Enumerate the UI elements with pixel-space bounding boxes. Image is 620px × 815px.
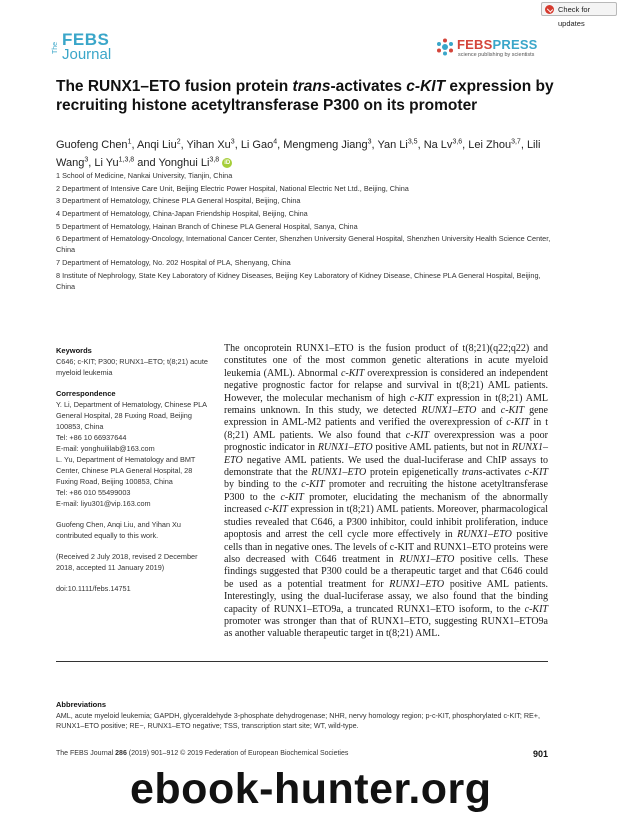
- footer-volume: 286: [115, 750, 127, 757]
- press-press-text: PRESS: [492, 37, 538, 52]
- press-name: [457, 37, 538, 52]
- abbreviations-heading: Abbreviations: [56, 700, 107, 709]
- section-divider: [56, 661, 548, 662]
- abstract-text: The oncoprotein RUNX1–ETO is the fusion product of t(8;21)(q22;q22) and constitutes one of the most common genetic alterations in acute myeloid leukemia (AML). Abnormal c-KIT overexpression is considered an independent negative prognostic factor for relapse and survival in t(8;21) AML patients. However, the molecular mechanism of high c-KIT expression in t(8;21) AML remains unknown. In this study, we detected RUNX1–ETO and c-KIT gene expression in AML-M2 patients and verified the overexpression of c-KIT in t (8;21) AML patients. We also found that c-KIT overexpression was a poor prognostic indicator in RUNX1–ETO positive AML patients, but not in RUNX1–ETO negative AML patients. We used the dual-luciferase and ChIP assays to demonstrate that the RUNX1–ETO protein epigenetically trans-activates c-KIT by binding to the c-KIT promoter and recruiting the histone acetyltransferase P300 to the c-KIT promoter, elucidating the mechanism of the abnormally increased c-KIT expression in t(8;21) AML patients. Moreover, pharmacological studies revealed that C646, a P300 inhibitor, could inhibit proliferation, induce apoptosis and arrest the cell cycle more effectively in RUNX1–ETO positive cells than in negative ones. The levels of c-KIT and RUNX1–ETO proteins were also decreased with C646 treatment in RUNX1–ETO positive cells. These findings suggested that P300 could be a therapeutic target and that C646 could be used as a potential treatment for RUNX1–ETO positive AML patients. Interestingly, using the dual-luciferase assay, we also found that the binding capacity of RUNX1–ETO9a, a truncated RUNX1–ETO isoform, to the c-KIT promoter was stronger than that of RUNX1–ETO, suggesting RUNX1–ETO9a as another valuable therapeutic target in t(8;21) AML.: [224, 343, 549, 640]
- author-list: [56, 134, 556, 171]
- affiliation-item: 3 Department of Hematology, Chinese PLA General Hospital, Beijing, China: [56, 196, 301, 206]
- abbreviations-block: [56, 700, 556, 732]
- correspondence-line: Y. Li, Department of Hematology, Chinese PLA General Hospital, 28 Fuxing Road, Beijing 100853, China: [56, 400, 207, 431]
- orcid-icon[interactable]: iD: [224, 160, 231, 167]
- equal-contribution-note: Guofeng Chen, Anqi Liu, and Yihan Xu contributed equally to this work.: [56, 520, 181, 540]
- affiliation-item: 1 School of Medicine, Nankai University, Tianjin, China: [56, 171, 233, 180]
- correspondence-line: Tel: +86 10 66937644: [56, 433, 127, 442]
- footer-journal-name: The FEBS Journal: [56, 750, 114, 757]
- press-tagline: science publishing by scientists: [458, 52, 535, 58]
- keywords-text: C646; c-KIT; P300; RUNX1–ETO; t(8;21) acute myeloid leukemia: [56, 357, 208, 377]
- watermark-text: ebook-hunter.org: [130, 765, 492, 813]
- logo-the-text: The: [52, 41, 59, 54]
- correspondence-email[interactable]: E-mail: yonghuililab@163.com: [56, 444, 155, 453]
- press-dots-icon: [436, 38, 454, 56]
- check-for-updates-label: Check for updates: [558, 5, 591, 28]
- check-for-updates-button[interactable]: [541, 2, 617, 28]
- page-footer: [56, 750, 548, 762]
- page-number: 901: [532, 749, 548, 759]
- correspondence-email[interactable]: E-mail: liyu301@vip.163.com: [56, 499, 151, 508]
- article-sidebar: [56, 345, 211, 594]
- affiliation-item: 8 Institute of Nephrology, State Key Laboratory of Kidney Diseases, Beijing Key Laboratory of Kidney Disease, Chinese PLA General Hospital, Beijing, China: [56, 270, 541, 291]
- logo-febs-text: FEBS: [62, 30, 110, 49]
- article-dates: (Received 2 July 2018, revised 2 December 2018, accepted 11 January 2019): [56, 552, 198, 572]
- article-title: The RUNX1–ETO fusion protein trans-activates c-KIT expression by recruiting histone acetyltransferase P300 on its promoter: [56, 78, 554, 114]
- abbreviations-text: AML, acute myeloid leukemia; GAPDH, glyceraldehyde 3-phosphate dehydrogenase; NHR, nervy homology region; p-c-KIT, phosphorylated c-KIT; RE+, RUNX1–ETO positive; RE−, RUNX1–ETO negative; TSS, transcription start site; WT, wild-type.: [56, 710, 540, 730]
- correspondence-line: L. Yu, Department of Hematology and BMT Center, Chinese PLA General Hospital, 28 Fuxing Road, Beijing 100853, China: [56, 455, 196, 486]
- affiliation-item: 7 Department of Hematology, No. 202 Hospital of PLA, Shenyang, China: [56, 258, 291, 268]
- affiliation-item: 4 Department of Hematology, China-Japan Friendship Hospital, Beijing, China: [56, 209, 308, 219]
- affiliation-list: [56, 170, 556, 294]
- article-doi[interactable]: doi:10.1111/febs.14751: [56, 584, 131, 593]
- author-names: Guofeng Chen$^1$, Anqi Liu$^2$, Yihan Xu$^3$, Li Gao$^4$, Mengmeng Jiang$^3$, Yan Li$^{3,5}$, Na Lv$^{3,6}$, Lei Zhou$^{3,7}$, Lili Wang$^3$, Li Yu$^{1,3,8}$ and Yonghui Li$^{3,8}$: [56, 138, 541, 170]
- press-febs-text: FEBS: [457, 37, 493, 52]
- affiliation-item: 6 Department of Hematology-Oncology, International Cancer Center, Shenzhen University General Hospital, Shenzhen University Health Science Center, China: [56, 234, 551, 255]
- correspondence-heading: Correspondence: [56, 389, 116, 398]
- affiliation-item: 2 Department of Intensive Care Unit, Beijing Electric Power Hospital, National Electric Net Ltd., Beijing, China: [56, 183, 409, 193]
- logo-journal-text: Journal: [62, 46, 112, 63]
- keywords-heading: Keywords: [56, 346, 92, 355]
- footer-citation-rest: (2019) 901–912 © 2019 Federation of European Biochemical Societies: [128, 750, 349, 757]
- febs-press-logo: [436, 36, 566, 62]
- correspondence-line: Tel: +86 010 55499003: [56, 488, 131, 497]
- affiliation-item: 5 Department of Hematology, Hainan Branch of Chinese PLA General Hospital, Sanya, China: [56, 221, 358, 231]
- update-check-icon: [545, 5, 554, 14]
- febs-journal-logo: [52, 30, 182, 63]
